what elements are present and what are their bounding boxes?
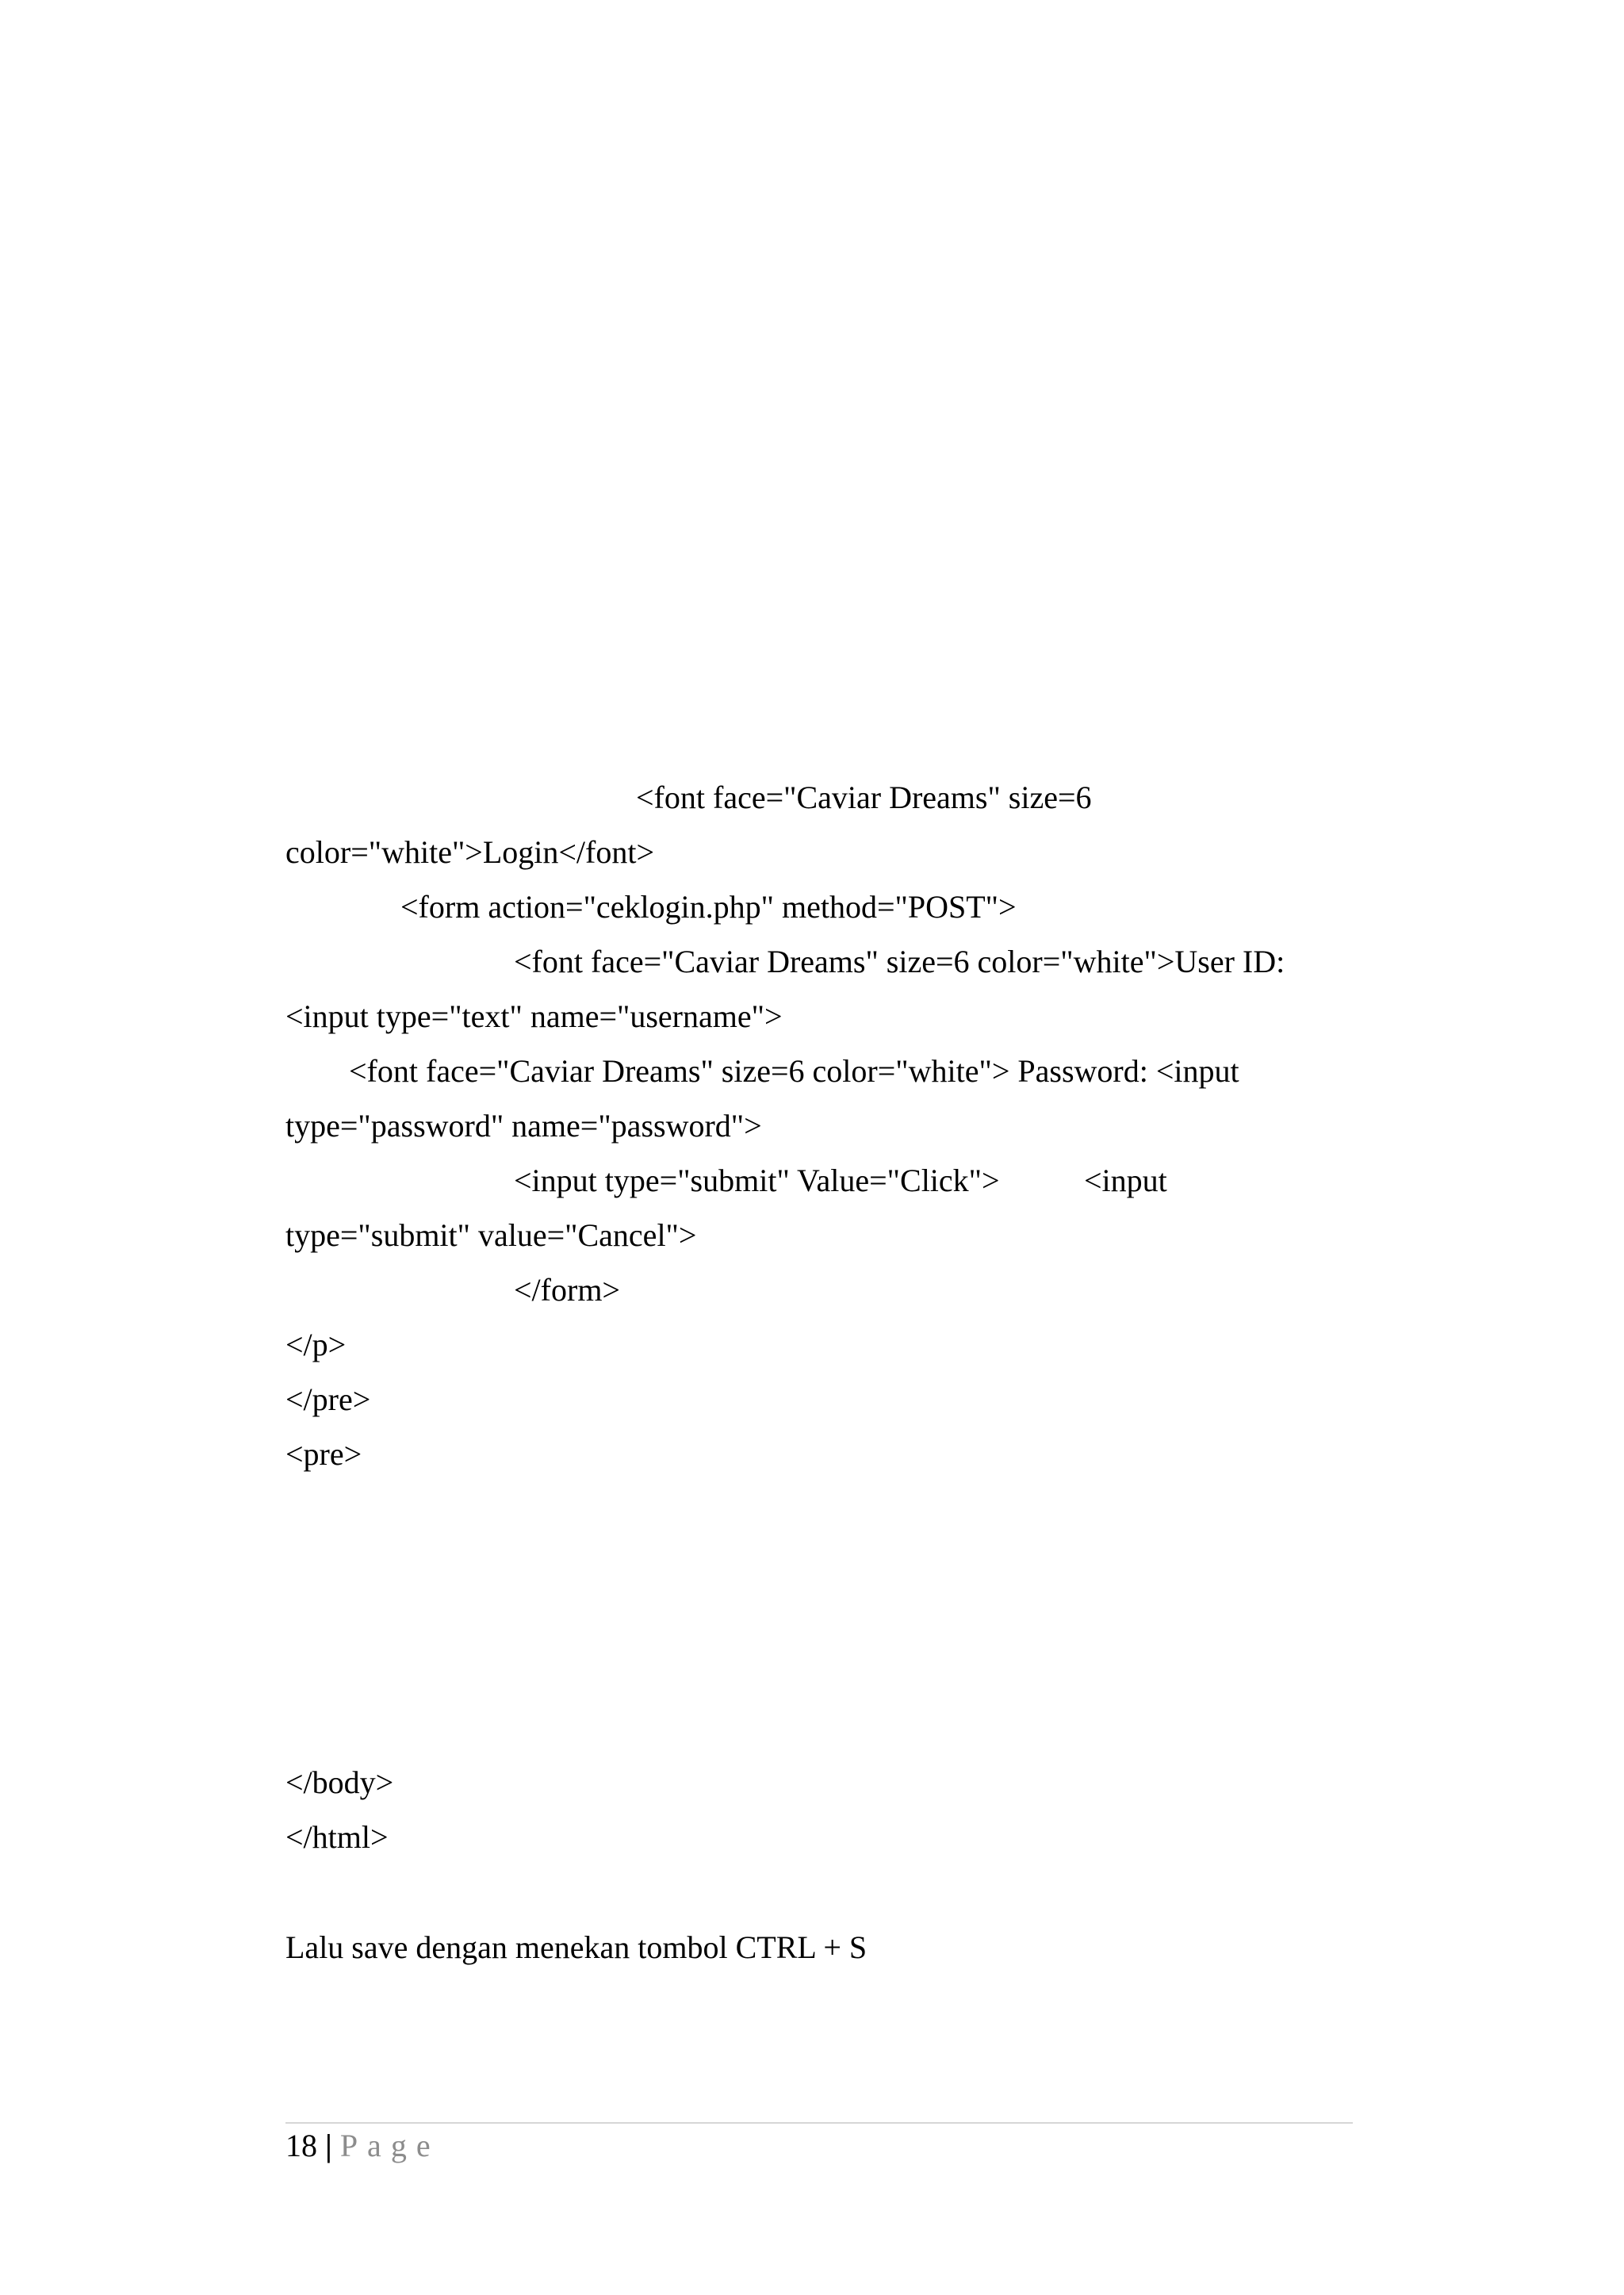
code-line: <font face="Caviar Dreams" size=6 (636, 780, 1092, 815)
code-line: <font face="Caviar Dreams" size=6 color="white"> Password: <input (349, 1053, 1239, 1089)
code-line: <pre> (285, 1436, 362, 1472)
page-label: Page (339, 2128, 440, 2163)
code-line: type="submit" value="Cancel"> (285, 1217, 697, 1253)
code-line: <input type="text" name="username"> (285, 998, 783, 1034)
code-line: <font face="Caviar Dreams" size=6 color="white">User ID: (514, 944, 1285, 979)
code-line: </form> (514, 1272, 620, 1308)
code-line: <input type="submit" Value="Click"> (514, 1163, 1000, 1198)
code-line: type="password" name="password"> (285, 1108, 762, 1144)
code-line: </p> (285, 1327, 347, 1362)
footer-divider (285, 2122, 1353, 2124)
code-line: color="white">Login</font> (285, 834, 655, 870)
instruction-text: Lalu save dengan menekan tombol CTRL + S (285, 1929, 868, 1965)
code-line: </body> (285, 1764, 394, 1800)
page-footer (285, 2127, 440, 2165)
code-line: <input (1084, 1163, 1167, 1198)
page-number: 18 (285, 2128, 317, 2163)
footer-separator: | (325, 2128, 332, 2163)
code-line: </html> (285, 1819, 389, 1855)
code-line: </pre> (285, 1381, 371, 1417)
code-line: <form action="ceklogin.php" method="POST"> (400, 889, 1017, 925)
